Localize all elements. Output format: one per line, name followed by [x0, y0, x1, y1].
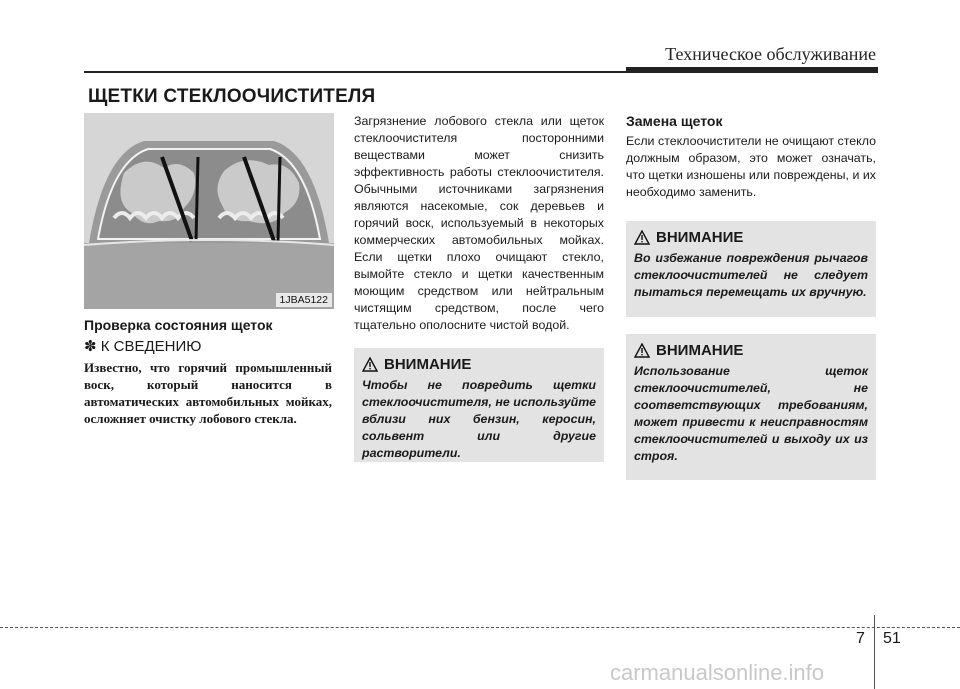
warning-title-text: ВНИМАНИЕ — [656, 229, 744, 246]
warning-triangle-icon — [634, 343, 650, 358]
warning-triangle-icon — [634, 230, 650, 245]
watermark: carmanualsonline.info — [610, 660, 825, 685]
warning-title — [634, 342, 868, 359]
inspection-heading: Проверка состояния щеток — [84, 317, 273, 333]
contamination-text: Загрязнение лобового стекла или щеток стеклоочистителя посторонними веществами может снизить эффективность работы стеклоочистителя. Обычными источниками загрязнения являются насекомые, сок деревьев и горячий воск, используемый в некоторых коммерческих автомобильных мойках. Если щетки плохо очищают стекло, вымойте стекло и щетки качественным моющим средством или нейтральным чистящим средством, после чего тщательно ополосните чистой водой. — [354, 114, 604, 332]
chapter-title: Техническое обслуживание — [665, 44, 876, 64]
section-title: ЩЕТКИ СТЕКЛООЧИСТИТЕЛЯ — [88, 86, 376, 107]
warning-box-manual-move — [626, 221, 876, 317]
note-text: Известно, что горячий промышленный воск, который наносится в автоматических автомобильных мойках, осложняет очистку лобового стекла. — [84, 360, 332, 426]
warning-title — [362, 356, 596, 373]
warning-box-nonstandard-blades — [626, 334, 876, 480]
figure-code: 1JBA5122 — [276, 293, 332, 307]
warning-title-text: ВНИМАНИЕ — [656, 342, 744, 359]
replacement-heading: Замена щеток — [626, 113, 723, 129]
replacement-section — [626, 113, 876, 201]
warning-text: Использование щеток стеклоочистителей, не соответствующих требованиям, может привести к неисправностям стеклоочистителей и выходу их из строя. — [634, 364, 868, 463]
windshield-wipers-drawing — [84, 113, 334, 309]
replacement-text: Если стеклоочистители не очищают стекло должным образом, это может означать, что щетки изношены или повреждены, и их необходимо заменить. — [626, 134, 876, 199]
header-rule-accent — [626, 67, 878, 73]
warning-text: Чтобы не повредить щетки стеклоочистителя, не используйте вблизи них бензин, керосин, сольвент или другие растворители. — [362, 378, 596, 460]
note-heading: ✽ К СВЕДЕНИЮ — [84, 338, 202, 355]
footer-divider — [874, 615, 875, 689]
warning-title-text: ВНИМАНИЕ — [384, 356, 472, 373]
warning-triangle-icon — [362, 357, 378, 372]
page-number: 51 — [883, 630, 901, 647]
inspection-section — [84, 317, 332, 427]
windshield-illustration — [84, 113, 334, 309]
chapter-number: 7 — [856, 630, 865, 647]
footer-rule — [0, 627, 960, 628]
warning-box-solvents — [354, 348, 604, 462]
warning-title — [634, 229, 868, 246]
warning-text: Во избежание повреждения рычагов стеклоочистителей не следует пытаться перемещать их вручную. — [634, 251, 868, 299]
